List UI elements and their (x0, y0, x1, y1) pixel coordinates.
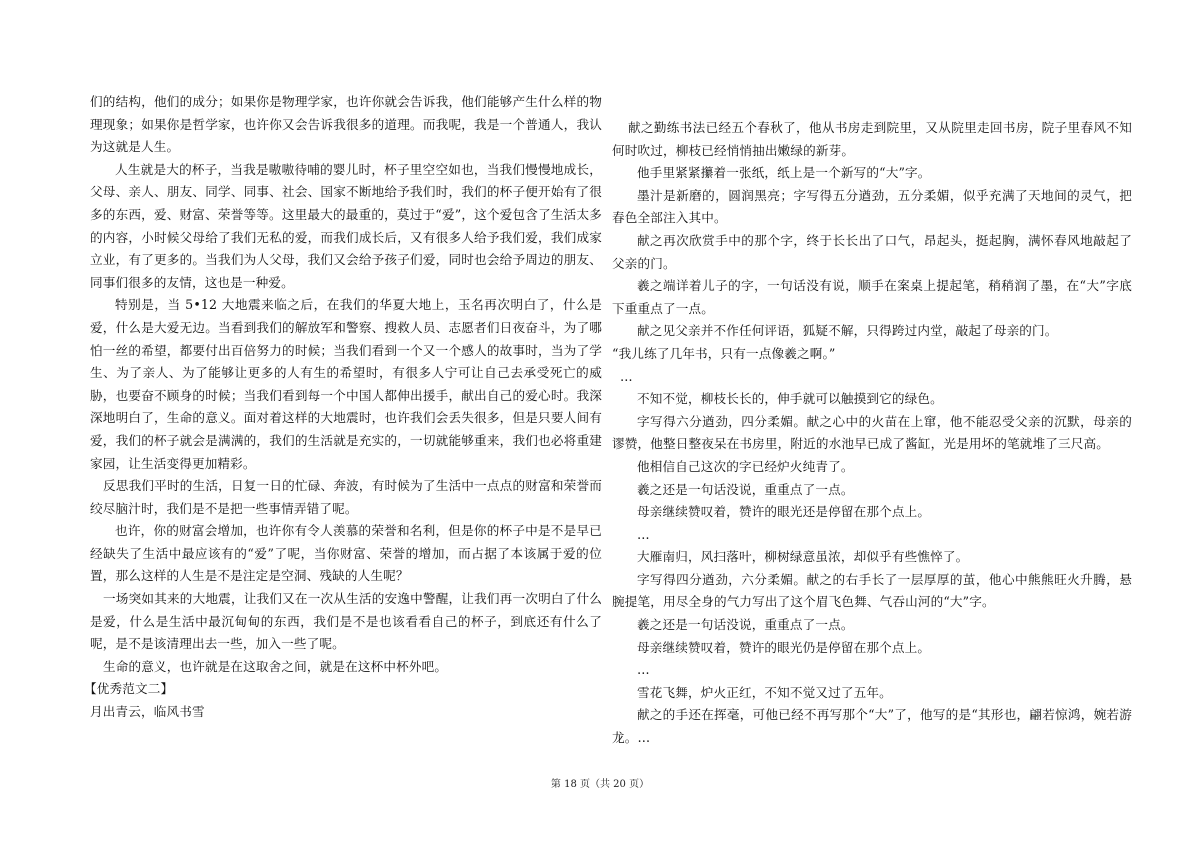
paragraph: 字写得六分遒劲，四分柔媚。献之心中的火苗在上窜，他不能忍受父亲的沉默，母亲的谬赞，他整日整夜呆在书房里，附近的水池早已成了酱缸，光是用坏的笔就堆了三尺高。 (612, 413, 1132, 452)
paragraph: 也许，你的财富会增加，也许你有令人羡慕的荣誉和名利，但是你的杯子中是不是早已经缺失了生活中最应该有的“爱”了呢，当你财富、荣誉的增加，而占据了本该属于爱的位置，那么这样的人生是不是注定是空洞、残缺的人生呢？ (90, 523, 602, 584)
page-number: 第 18 页（共 20 页） (550, 779, 650, 790)
left-column (84, 91, 602, 724)
paragraph: 特别是，当 5•12 大地震来临之后，在我们的华夏大地上，玉名再次明白了，什么是爱，什么是大爱无边。当看到我们的解放军和警察、搜救人员、志愿者们日夜奋斗，为了哪怕一丝的希望，都要付出百倍努力的时候；当我们看到一个又一个感人的故事时，当为了学生、为了亲人、为了能够让更多的人有生的希望时，有很多人宁可让自己去承受死亡的威胁，也要奋不顾身的时候；当我们看到每一个中国人都伸出援手，献出自己的爱心时。我深深地明白了，生命的意义。面对着这样的大地震时，也许我们会丢失很多，但是只要人间有爱，我们的杯子就会是满满的，我们的生活就是充实的，一切就能够重来，我们也必将重建家园，让生活变得更加精彩。 (90, 297, 602, 471)
paragraph: 羲之还是一句话没说，重重点了一点。 (637, 481, 854, 497)
paragraph: 生命的意义，也许就是在这取舍之间，就是在这杯中杯外吧。 (103, 658, 448, 674)
paragraph: 献之的手还在挥毫，可他已经不再写那个“大”了，他写的是“其形也，翩若惊鸿，婉若游龙。… (612, 707, 1132, 746)
quote-line: “我儿练了几年书，只有一点像羲之啊。” (612, 345, 836, 361)
paragraph: 大雁南归，风扫落叶，柳树绿意虽浓，却似乎有些憔悴了。 (637, 549, 969, 565)
ellipsis-line: … (637, 526, 650, 542)
paragraph: 他手里紧紧攥着一张纸，纸上是一个新写的“大”字。 (637, 165, 931, 181)
paragraph: 们的结构，他们的成分；如果你是物理学家，也许你就会告诉我，他们能够产生什么样的物理现象；如果你是哲学家，也许你又会告诉我很多的道理。而我呢，我是一个普通人，我认为这就是人生。 (90, 94, 602, 155)
essay-title: 月出青云，临风书雪 (90, 704, 205, 720)
paragraph: 反思我们平时的生活，日复一日的忙碌、奔波，有时候为了生活中一点点的财富和荣誉而绞尽脑汁时，我们是不是把一些事情弄错了呢。 (90, 478, 602, 516)
right-column (612, 117, 1132, 750)
section-heading: 【优秀范文二】 (84, 681, 174, 697)
ellipsis-line: … (620, 368, 633, 384)
ellipsis-line: … (637, 662, 650, 678)
paragraph: 羲之端详着儿子的字，一句话没有说，顺手在案桌上提起笔，稍稍润了墨，在“大”字底下重重点了一点。 (612, 278, 1132, 316)
paragraph: 献之见父亲并不作任何评语，狐疑不解，只得跨过内堂，敲起了母亲的门。 (637, 323, 1058, 339)
paragraph: 献之再次欣赏手中的那个字，终于长长出了口气，昂起头，挺起胸，满怀春风地敲起了父亲的门。 (612, 232, 1132, 271)
paragraph: 字写得四分遒劲，六分柔媚。献之的右手长了一层厚厚的茧，他心中熊熊旺火升腾，悬腕提笔，用尽全身的气力写出了这个眉飞色舞、气吞山河的“大”字。 (612, 571, 1132, 610)
paragraph: 人生就是大的杯子，当我是嗷嗷待哺的婴儿时，杯子里空空如也，当我们慢慢地成长，父母、亲人、朋友、同学、同事、社会、国家不断地给予我们时，我们的杯子便开始有了很多的东西，爱、财富、荣誉等等。这里最大的最重的，莫过于“爱”，这个爱包含了生活太多的内容，小时候父母给了我们无私的爱，而我们成长后，又有很多人给予我们爱，我们成家立业，有了更多的。当我们为人父母，我们又会给予孩子们爱，同时也会给予周边的朋友、同事们很多的友情，这也是一种爱。 (90, 161, 602, 290)
paragraph: 他相信自己这次的字已经炉火纯青了。 (637, 458, 854, 474)
paragraph: 墨汁是新磨的，圆润黑亮；字写得五分遒劲，五分柔媚，似乎充满了天地间的灵气，把春色全部注入其中。 (612, 187, 1132, 226)
paragraph: 母亲继续赞叹着，赞许的眼光还是停留在那个点上。 (637, 504, 931, 520)
paragraph: 不知不觉，柳枝长长的，伸手就可以触摸到它的绿色。 (637, 391, 943, 407)
paragraph: 雪花飞舞，炉火正红，不知不觉又过了五年。 (637, 684, 892, 700)
paragraph: 一场突如其来的大地震，让我们又在一次从生活的安逸中警醒，让我们再一次明白了什么是爱，什么是生活中最沉甸甸的东西，我们是不是也该看看自己的杯子，到底还有什么了呢，是不是该清理出去一些，加入一些了呢。 (90, 591, 602, 652)
paragraph: 母亲继续赞叹着，赞许的眼光仍是停留在那个点上。 (637, 639, 931, 655)
paragraph: 羲之还是一句话没说，重重点了一点。 (637, 617, 854, 633)
paragraph: 献之勤练书法已经五个春秋了，他从书房走到院里，又从院里走回书房，院子里春风不知何时吹过，柳枝已经悄悄抽出嫩绿的新芽。 (612, 120, 1132, 158)
